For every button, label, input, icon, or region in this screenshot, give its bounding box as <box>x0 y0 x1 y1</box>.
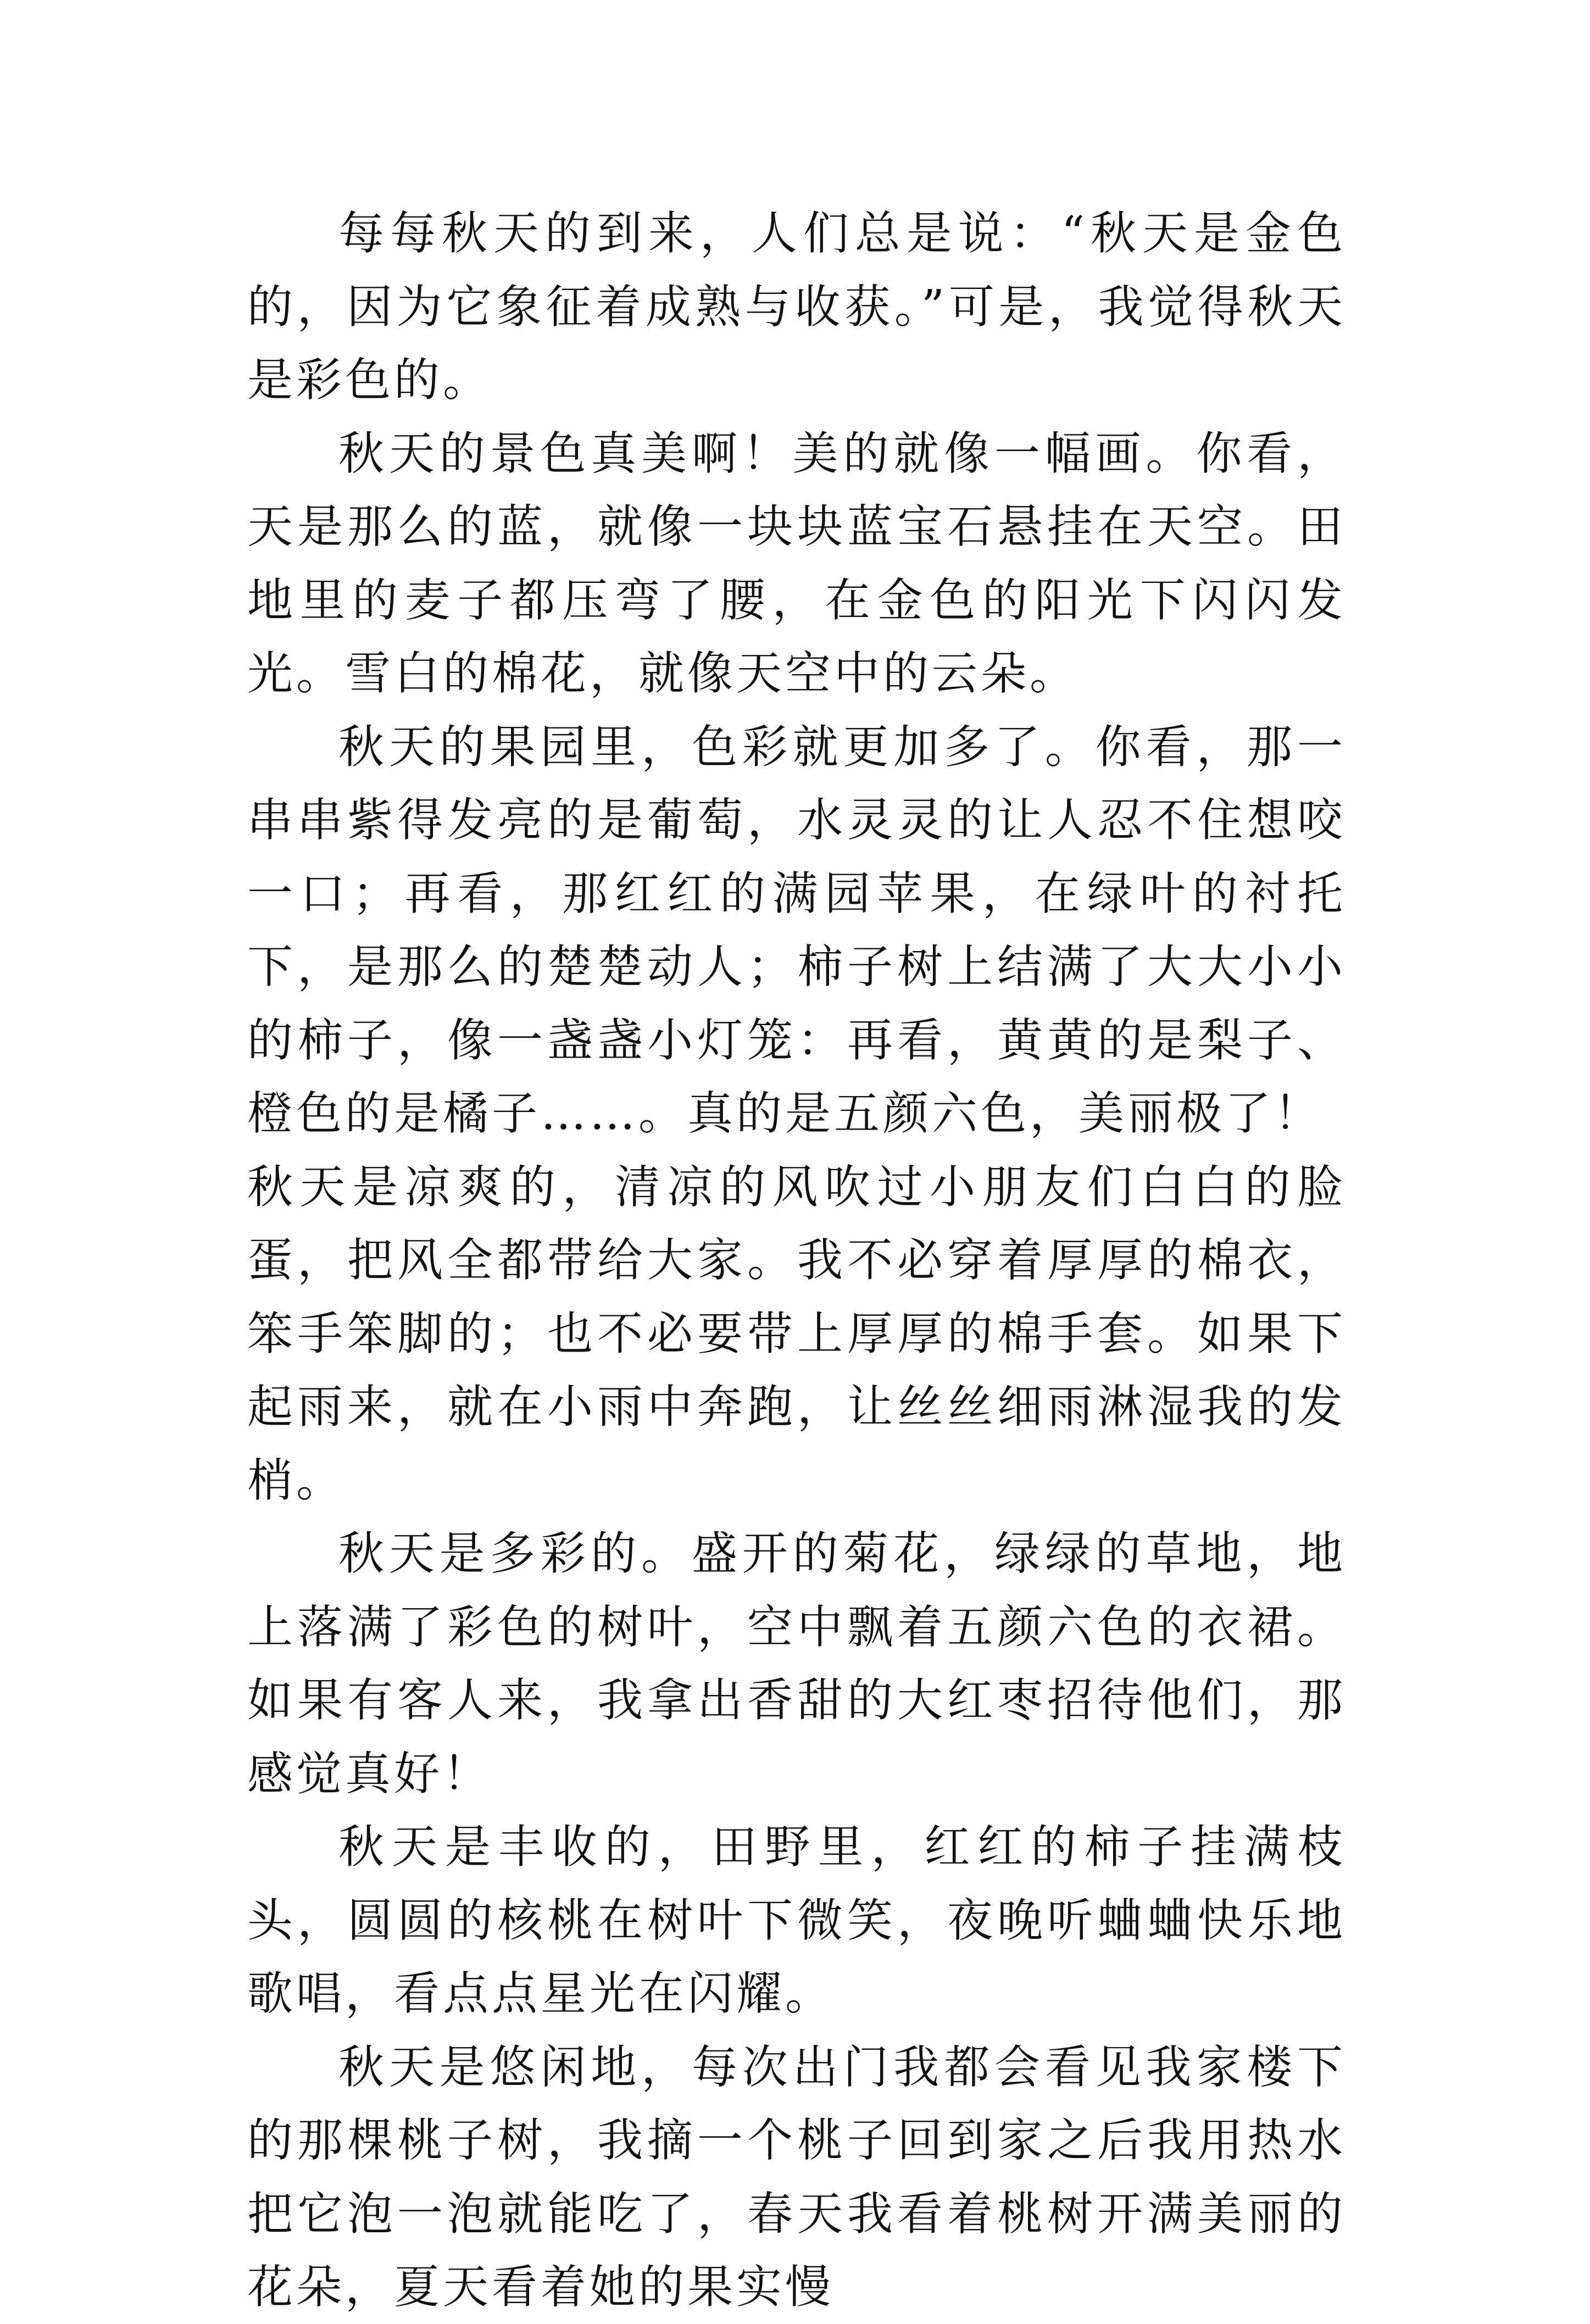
paragraph-cool-weather: 秋天是凉爽的，清凉的风吹过小朋友们白白的脸蛋，把风全都带给大家。我不必穿着厚厚的棉衣，笨手笨脚的；也不必要带上厚厚的棉手套。如果下起雨来，就在小雨中奔跑，让丝丝细雨淋湿我的发梢。 <box>247 1160 1346 1507</box>
essay-body <box>247 197 1346 2324</box>
paragraph-orchard: 秋天的果园里，色彩就更加多了。你看，那一串串紫得发亮的是葡萄，水灵灵的让人忍不住想咬一口；再看，那红红的满园苹果，在绿叶的衬托下，是那么的楚楚动人；柿子树上结满了大大小小的柿子，像一盏盏小灯笼：再看，黄黄的是梨子、橙色的是橘子……。真的是五颜六色，美丽极了！ <box>247 720 1346 1140</box>
paragraph-colorful: 秋天是多彩的。盛开的菊花，绿绿的草地，地上落满了彩色的树叶，空中飘着五颜六色的衣裙。如果有客人来，我拿出香甜的大红枣招待他们，那感觉真好！ <box>247 1527 1346 1800</box>
paragraph-scenery: 秋天的景色真美啊！美的就像一幅画。你看，天是那么的蓝，就像一块块蓝宝石悬挂在天空。田地里的麦子都压弯了腰，在金色的阳光下闪闪发光。雪白的棉花，就像天空中的云朵。 <box>247 426 1346 700</box>
paragraph-intro: 每每秋天的到来，人们总是说：“秋天是金色的，因为它象征着成熟与收获。”可是，我觉得秋天是彩色的。 <box>247 207 1346 407</box>
paragraph-leisure: 秋天是悠闲地，每次出门我都会看见我家楼下的那棵桃子树，我摘一个桃子回到家之后我用热水把它泡一泡就能吃了，春天我看着桃树开满美丽的花朵，夏天看着她的果实慢 <box>247 2040 1346 2314</box>
paragraph-harvest: 秋天是丰收的，田野里，红红的柿子挂满枝头，圆圆的核桃在树叶下微笑，夜晚听蛐蛐快乐地歌唱，看点点星光在闪耀。 <box>247 1820 1346 2020</box>
